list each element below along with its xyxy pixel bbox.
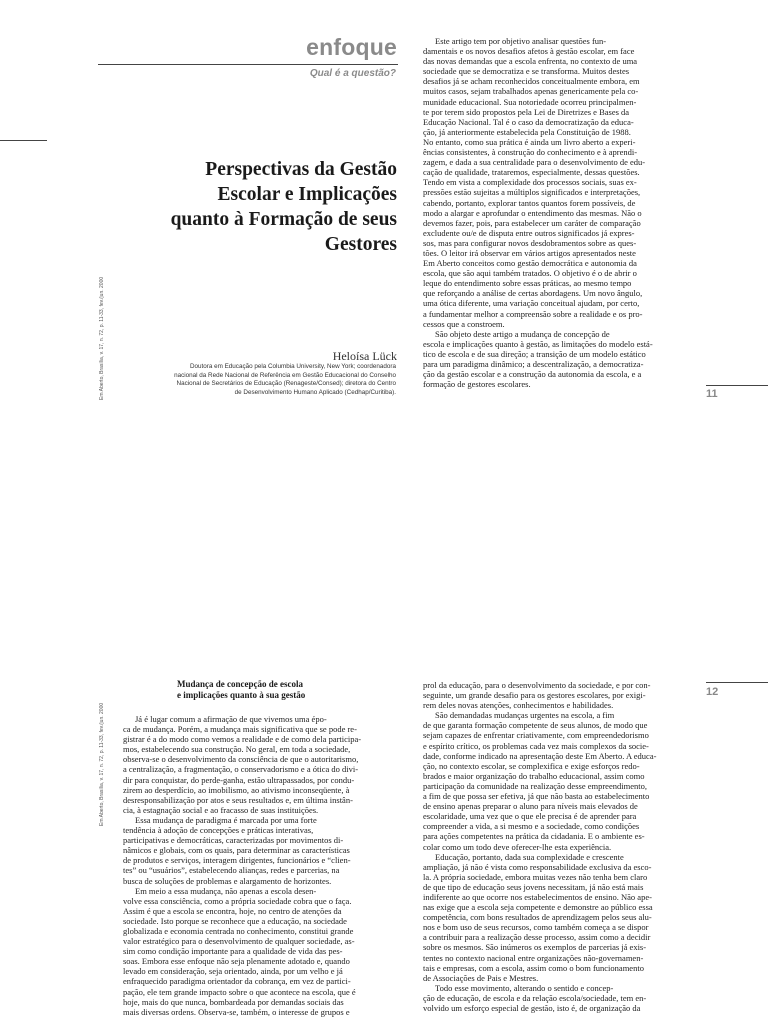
page-number-12: 12 xyxy=(706,686,719,698)
text-line: dade, conforme indicado na apresentação deste Em Aberto. A educa- xyxy=(423,750,657,761)
text-line: enfraquecido paradigma orientador da cobrança, em vez de partici- xyxy=(123,976,351,987)
text-line: excludente ou/e de disputa entre outros significados já expres- xyxy=(423,227,635,238)
text-line: cação de qualidade, trataremos, especialmente, dessas questões. xyxy=(423,167,640,178)
text-line: tões. O leitor irá observar em vários artigos apresentados neste xyxy=(423,247,636,258)
text-line: cessos que a constroem. xyxy=(423,318,505,329)
text-line: ca de mudança. Porém, a mudança mais significativa que se pode re- xyxy=(123,724,357,735)
text-line: das novas demandas que a escola enfrenta, no contexto de uma xyxy=(423,56,638,67)
masthead-subtitle: Qual é a questão? xyxy=(309,68,396,79)
text-line: sejam capazes de enfrentar criativamente, com empreendedorismo xyxy=(423,730,649,741)
author-name: Heloísa Lück xyxy=(332,349,397,363)
text-line: tes” ou “usuários”, estabelecendo alianças, redes e parcerias, na xyxy=(123,865,340,876)
text-line: muitos casos, sejam trabalhados apenas genericamente pela co- xyxy=(423,86,639,97)
text-line: rem deles novas atenções, conhecimentos e habilidades. xyxy=(423,700,614,711)
title-line: Perspectivas da Gestão xyxy=(205,159,397,180)
text-line: a fundamentar melhor a compreensão sobre a realidade e os pro- xyxy=(423,308,643,319)
affiliation-line: nacional da Rede Nacional de Referência em Gestão Educacional do Conselho xyxy=(174,371,396,379)
text-line: soas. Embora esse enfoque não seja plenamente adotado e, quando xyxy=(123,956,350,967)
text-line: a centralização, a fragmentação, o conservadorismo e a ótica do divi- xyxy=(123,764,359,775)
section-heading-line: Mudança de concepção de escola xyxy=(177,679,303,689)
text-line: Já é lugar comum a afirmação de que vivemos uma épo- xyxy=(135,714,327,724)
text-line: zirem ao desperdício, ao imobilismo, ao ativismo inconseqüente, à xyxy=(123,784,350,795)
text-line: que reforçando a análise de certas abordagens. Um novo ângulo, xyxy=(423,288,643,299)
section-heading xyxy=(177,679,305,701)
text-line: a contribuir para a realização desse processo, assim como a decidir xyxy=(423,932,651,943)
text-line: observa-se o desenvolvimento da consciência de que o autoritarismo, xyxy=(123,754,359,765)
text-line: São demandadas mudanças urgentes na escola, a fim xyxy=(435,710,615,721)
text-line: damentais e os novos desafios afetos à gestão escolar, em face xyxy=(423,46,635,57)
text-line: No entanto, como sua prática é ainda um livro aberto a experi- xyxy=(423,136,636,147)
text-line: de Associações de Pais e Mestres. xyxy=(423,972,539,983)
title-line: Escolar e Implicações xyxy=(217,184,397,205)
text-line: nâmicos e globais, com os quais, para determinar as características xyxy=(123,845,350,856)
text-line: escolaridade, uma vez que o que ele precisa é de aprender para xyxy=(423,811,637,822)
text-line: brados e maior organização do trabalho educacional, assim como xyxy=(423,770,645,781)
text-line: ção de educação, de escola e da relação escola/sociedade, tem en- xyxy=(423,992,647,1003)
text-line: pação, ele tem grande impacto sobre o que acontece na escola, que é xyxy=(123,986,356,997)
text-line: ção da gestão escolar e a construção da autonomia da escola, e a xyxy=(423,369,642,380)
article-title xyxy=(137,157,397,257)
text-line: busca de soluções de problemas e alargamento de horizontes. xyxy=(123,875,332,886)
text-line: levado em consideração, seja orientado, ainda, por um velho e já xyxy=(123,966,343,977)
text-line: Educação Nacional. Tal é o caso da democratização da educa- xyxy=(423,116,634,127)
text-line: tais e empresas, com a escola, assim como o bom funcionamento xyxy=(423,962,644,973)
text-line: para um paradigma dinâmico; a descentralização, a democratiza- xyxy=(423,359,644,369)
text-line: Em Aberto conceitos como gestão democrática e autonomia da xyxy=(423,258,637,269)
text-line: ências consistentes, à construção do conhecimento e à aprendi- xyxy=(423,147,638,158)
text-line: mos, estabelecendo sua construção. No geral, em toda a sociedade, xyxy=(123,744,351,755)
text-line: cabendo, portanto, explorar tantos quantos forem possíveis, de xyxy=(423,197,636,208)
text-line: sos, mas para configurar novos desdobramentos sobre as ques- xyxy=(423,237,637,248)
text-line: compreender a vida, a si mesmo e a sociedade, como condições xyxy=(423,821,640,832)
text-line: sim como condição importante para a qualidade de vida das pes- xyxy=(123,946,343,957)
page-number-11: 11 xyxy=(706,388,718,400)
text-line: prol da educação, para o desenvolvimento da sociedade, e por con- xyxy=(423,680,651,690)
text-line: Em meio a essa mudança, não apenas a escola desen- xyxy=(135,885,317,896)
text-line: Educação, portanto, dada sua complexidade e crescente xyxy=(435,851,624,862)
text-line: seguinte, um grande desafio para os gestores escolares, por exigi- xyxy=(423,690,646,701)
text-line: ção, no contexto escolar, se complexifica e exige esforços redo- xyxy=(423,760,640,771)
text-line: São objeto deste artigo a mudança de concepção de xyxy=(435,328,610,339)
running-citation-page2: Em Aberto, Brasília, v. 17, n. 72, p. 11-33, fev./jun. 2000 xyxy=(99,702,105,826)
text-line: volvido um esforço especial de gestão, isto é, de organização da xyxy=(423,1003,641,1013)
text-line: valor estratégico para o desenvolvimento de qualquer sociedade, as- xyxy=(123,936,355,947)
text-line: Este artigo tem por objetivo analisar questões fun- xyxy=(435,36,607,46)
left-margin-rule xyxy=(0,140,47,141)
text-line: colar como um todo deve oferecer-lhe esta experiência. xyxy=(423,841,612,852)
text-line: tentes no contexto nacional entre organizações não-governamen- xyxy=(423,952,644,963)
text-line: ção, já anteriormente estabelecida pela Constituição de 1988. xyxy=(423,126,631,137)
text-line: ampliação, já não é vista como responsabilidade exclusiva da esco- xyxy=(423,861,652,872)
text-line: la. A própria sociedade, embora muitas vezes não tenha bem claro xyxy=(423,871,648,882)
author-affiliation xyxy=(136,363,396,398)
text-line: sociedade. Isto porque se reconhece que a educação, na sociedade xyxy=(123,915,347,926)
text-line: volve essa consciência, como a própria sociedade cobra que o faça. xyxy=(123,895,352,906)
text-line: te por terem sido propostos pela Lei de Diretrizes e Bases da xyxy=(423,106,630,117)
text-line: e espírito crítico, os problemas cada vez mais complexos da socie- xyxy=(423,740,649,751)
affiliation-line: Doutora em Educação pela Columbia University, New York; coordenadora xyxy=(189,363,396,370)
text-line: escola e implicações quanto à gestão, as limitações do modelo está- xyxy=(423,338,653,349)
title-line: Gestores xyxy=(324,234,397,255)
text-line: nas exige que a escola seja competente e demonstre ao público essa xyxy=(423,902,653,913)
page2-right-column xyxy=(423,680,707,1013)
affiliation-line: Nacional de Secretários de Educação (Renageste/Consed); diretora do Centro xyxy=(176,380,396,388)
text-line: desresponsabilização por atos e seus resultados e, em última instân- xyxy=(123,794,353,805)
text-line: zagem, e dada a sua centralidade para o desenvolvimento de edu- xyxy=(423,157,646,168)
text-line: uma ótica diferente, uma variação conceitual ajudam, por certo, xyxy=(423,298,640,309)
text-line: munidade educacional. Sua notoriedade ocorreu principalmen- xyxy=(423,96,637,107)
masthead-rule xyxy=(98,64,398,65)
text-line: formação de gestores escolares. xyxy=(423,379,531,390)
text-line: mais diversas ordens. Observa-se, também, o interesse de grupos e xyxy=(123,1006,350,1017)
text-line: a fim de que possa ser efetiva, já que não basta ao estabelecimento xyxy=(423,791,650,802)
text-line: de que garanta formação competente de seus alunos, de modo que xyxy=(423,720,648,731)
text-line: nos e bom uso de seus recursos, como também começa a se dispor xyxy=(423,922,649,933)
page-number-rule-12 xyxy=(706,682,768,683)
page1-body-column xyxy=(423,36,705,389)
title-line: quanto à Formação de seus xyxy=(170,209,397,230)
text-line: cia, à estagnação social e ao fracasso de suas instituições. xyxy=(123,804,319,815)
text-line: dir para conquistar, do perde-ganha, estão ultrapassados, por condu- xyxy=(123,774,355,785)
text-line: Essa mudança de paradigma é marcada por uma forte xyxy=(135,814,317,825)
text-line: gistrar é a do modo como vemos a realidade e de como dela participa- xyxy=(123,734,362,745)
text-line: de ensino apenas preparar o aluno para níveis mais elevados de xyxy=(423,801,638,812)
text-line: sobre os mesmos. São inúmeros os exemplos de parcerias já exis- xyxy=(423,942,647,953)
text-line: Todo esse movimento, alterando o sentido e concep- xyxy=(435,982,614,993)
text-line: modo a alargar e aprofundar o entendimento das mesmas. Não o xyxy=(423,207,642,218)
text-line: tico de escola e de sua direção; a transição de um modelo estático xyxy=(423,348,646,359)
text-line: pressões estão sujeitas a múltiplos significados e interpretações, xyxy=(423,187,641,198)
masthead-title: enfoque xyxy=(306,34,397,60)
text-line: participação da comunidade na realização desse empreendimento, xyxy=(423,780,647,791)
text-line: para ações competentes na prática da cidadania. E o ambiente es- xyxy=(423,831,645,842)
text-line: Tendo em vista a complexidade dos processos sociais, suas ex- xyxy=(423,177,637,188)
text-line: participativas e democráticas, caracterizadas por movimentos di- xyxy=(123,835,344,846)
text-line: hoje, mais do que nunca, bombardeada por demandas sociais das xyxy=(123,996,344,1007)
text-line: desafios já se acham reconhecidos conceitualmente embora, em xyxy=(423,76,640,87)
text-line: de produtos e serviços, interagem dirigentes, funcionários e “clien- xyxy=(123,855,351,866)
text-line: indiferente ao que ocorre nos estabelecimentos de ensino. Não ape- xyxy=(423,891,652,902)
affiliation-line: de Desenvolvimento Humano Aplicado (Cedhap/Curitiba). xyxy=(234,389,396,397)
text-line: devemos fazer, pois, para estabelecer um caráter de comparação xyxy=(423,217,641,228)
text-line: sociedade que se democratiza e se transforma. Muitos destes xyxy=(423,66,630,77)
text-line: tendência à adoção de concepções e práticas interativas, xyxy=(123,825,314,836)
page-number-rule-11 xyxy=(706,385,768,386)
text-line: competência, com bons resultados de aprendizagem pelos seus alu- xyxy=(423,912,652,923)
section-heading-line: e implicações quanto à sua gestão xyxy=(177,690,306,700)
running-citation-page1: Em Aberto, Brasília, v. 17, n. 72, p. 11-33, fev./jun. 2000 xyxy=(99,276,105,400)
text-line: de que tipo de educação seus jovens necessitam, já não está mais xyxy=(423,881,644,892)
text-line: leque do entendimento sobre essas práticas, ao mesmo tempo xyxy=(423,278,632,289)
page2-left-column xyxy=(123,714,406,1017)
text-line: Assim é que a escola se encontra, hoje, no centro de atenções da xyxy=(123,905,342,916)
text-line: escola, que são aqui também tratados. O objetivo é o de abrir o xyxy=(423,268,637,279)
text-line: globalizada e economia centrada no conhecimento, constitui grande xyxy=(123,925,354,936)
